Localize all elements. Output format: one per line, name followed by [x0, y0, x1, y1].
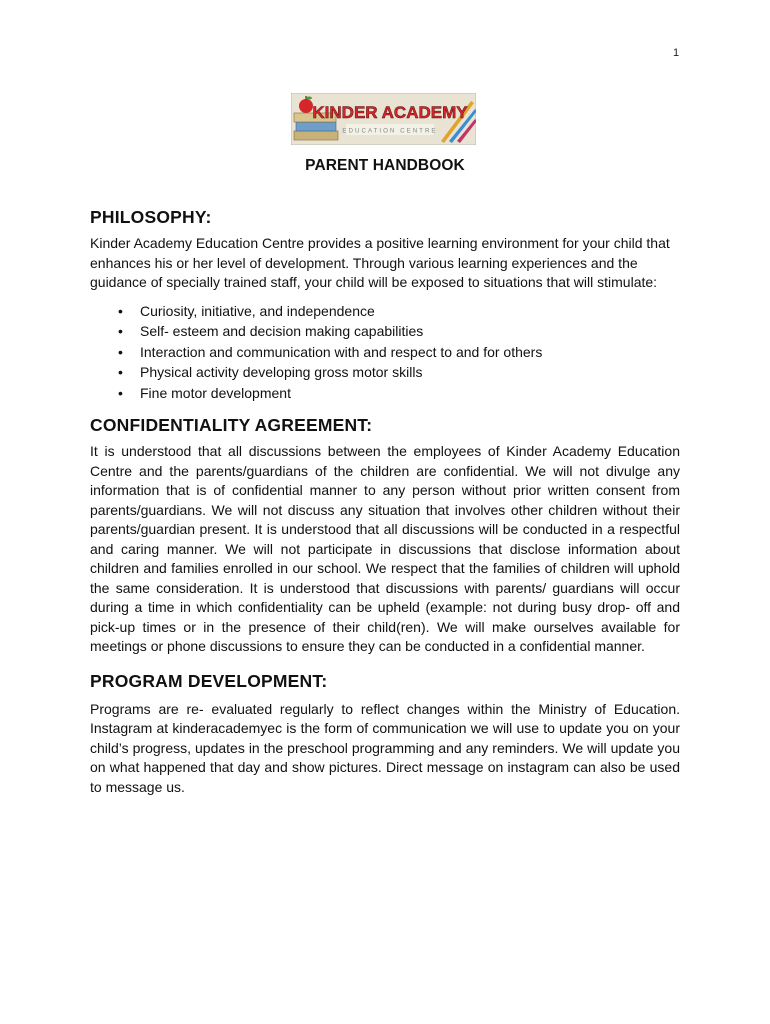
- list-item: • Fine motor development: [118, 383, 680, 404]
- bullet-icon: •: [118, 302, 123, 319]
- philosophy-bullet-list: [90, 301, 680, 404]
- bullet-icon: •: [118, 323, 123, 339]
- list-item: • Curiosity, initiative, and independence: [118, 301, 680, 322]
- book-icon: [294, 131, 338, 140]
- list-item: • Physical activity developing gross motor skills: [118, 362, 680, 383]
- confidentiality-heading: CONFIDENTIALITY AGREEMENT:: [90, 415, 373, 435]
- list-item: • Interaction and communication with and respect to and for others: [118, 342, 680, 363]
- bullet-icon: •: [118, 364, 123, 380]
- program-development-heading: PROGRAM DEVELOPMENT:: [90, 670, 328, 691]
- philosophy-heading: PHILOSOPHY:: [90, 207, 212, 227]
- confidentiality-body: It is understood that all discussions between the employees of Kinder Academy Education Centre and the parents/guardians of the children are confidential. We will not divulge any information that is of confidential manner to any person without prior written consent from parents/guardians. We will not discuss any situation that involves other children without their parents/guardian present. It is understood that all discussions will be conducted in a respectful and caring manner. We will not participate in discussions that disclose information about children and families enrolled in our school. We respect that the families of children will uphold the same consideration. It is understood that discussions with parents/ guardians will occur during a time in which confidentiality can be upheld (example: not during busy drop- off and pick-up times or in the presence of their child(ren). We will make ourselves available for meetings or phone discussions to ensure they can be conducted in a confidential manner.: [90, 443, 680, 654]
- logo-tagline-text: EDUCATION CENTRE: [342, 127, 438, 135]
- handbook-content: [90, 203, 680, 797]
- logo-brand-text: KINDER ACADEMY: [312, 103, 468, 122]
- list-item: • Self- esteem and decision making capabilities: [118, 321, 680, 342]
- philosophy-body: Kinder Academy Education Centre provides a positive learning environment for your child that enhances his or her level of development. Through various learning experiences and the guidance of specially trained staff, your child will be exposed to situations that will stimulate:: [90, 235, 670, 290]
- page-number: 1: [673, 47, 680, 59]
- document-title: PARENT HANDBOOK: [305, 157, 465, 174]
- bullet-icon: •: [118, 343, 123, 360]
- program-development-body: Programs are re- evaluated regularly to reflect changes within the Ministry of Education. Instagram at kinderacademyec is the form of communication we will use to update you on your child’s progress, updates in the preschool programming and any reminders. We will update you on what happened that day and show pictures. Direct message on instagram can also be used to message us.: [90, 700, 680, 795]
- bullet-icon: •: [118, 384, 123, 401]
- apple-icon: [299, 99, 313, 113]
- kinder-academy-logo: [291, 93, 476, 145]
